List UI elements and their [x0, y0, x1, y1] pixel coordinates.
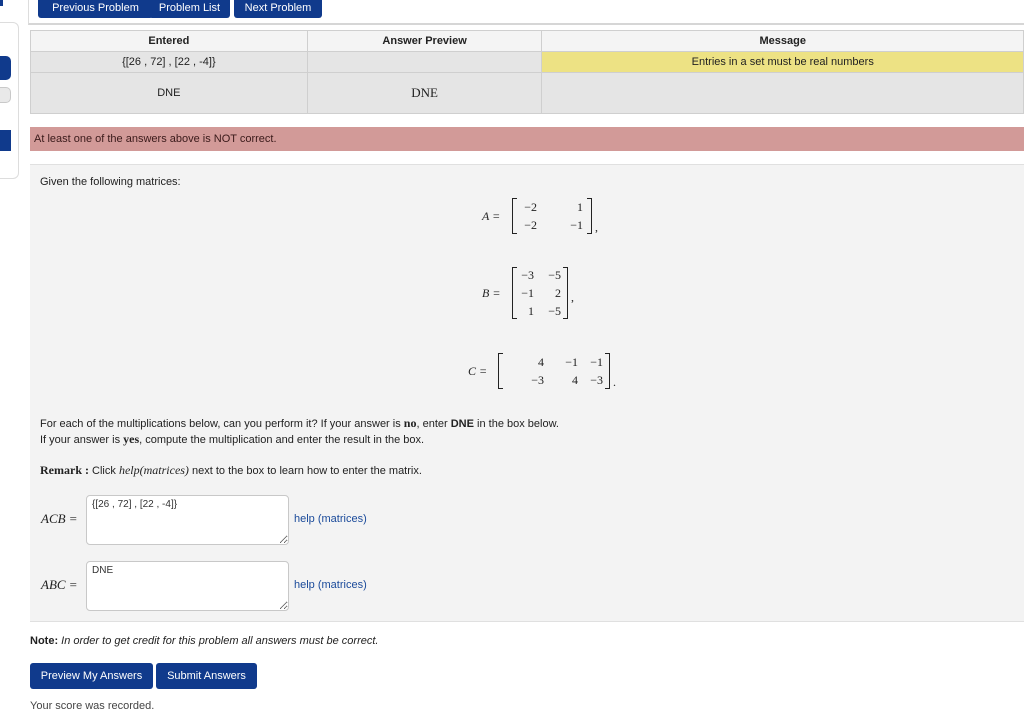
matrix-cell: 4	[572, 373, 578, 387]
problem-body	[30, 164, 1024, 622]
table-row	[31, 52, 1024, 73]
matrix-c-label: C =	[468, 364, 488, 378]
remark-text: next to the box to learn how to enter the matrix.	[192, 465, 422, 477]
preview-cell: DNE	[307, 73, 542, 114]
matrix-cell: −3	[531, 373, 544, 387]
results-table	[30, 30, 1024, 114]
note-text: In order to get credit for this problem all answers must be correct.	[61, 635, 379, 647]
matrix-a	[482, 198, 598, 234]
sidebar-tab[interactable]	[0, 87, 11, 103]
instr-text: , compute the multiplication and enter the result in the box.	[139, 434, 425, 446]
problem-list-button[interactable]: Problem List	[149, 0, 230, 18]
table-row	[31, 73, 1024, 114]
instr-text: If your answer is	[40, 434, 121, 446]
sidebar-tab-marker[interactable]	[0, 130, 11, 151]
credit-note	[30, 635, 378, 647]
bracket-left	[512, 267, 517, 319]
remark-text: Click	[92, 465, 116, 477]
bracket-left	[498, 353, 503, 389]
abc-help-link[interactable]: help (matrices)	[294, 579, 367, 591]
matrix-c	[468, 353, 616, 389]
matrix-cell: 1	[528, 304, 534, 318]
matrix-punct: ,	[571, 290, 574, 304]
bracket-right	[563, 267, 568, 319]
matrix-cell: −5	[548, 304, 561, 318]
score-status: Your score was recorded.	[30, 700, 155, 712]
instr-text: in the box below.	[477, 418, 559, 430]
instr-text: For each of the multiplications below, can you perform it? If your answer is	[40, 418, 401, 430]
header-message: Message	[542, 31, 1024, 52]
matrix-cell: −1	[565, 355, 578, 369]
sidebar-tab-active[interactable]	[0, 56, 11, 80]
note-label: Note:	[30, 635, 59, 647]
next-problem-button[interactable]: Next Problem	[234, 0, 322, 18]
entered-cell: {[26 , 72] , [22 , -4]}	[31, 52, 308, 73]
bracket-right	[587, 198, 592, 234]
preview-answers-button[interactable]: Preview My Answers	[30, 663, 153, 689]
previous-problem-button[interactable]: Previous Problem	[38, 0, 153, 18]
instr-yes: yes	[123, 432, 140, 446]
matrix-punct: ,	[595, 220, 598, 234]
submit-answers-button[interactable]: Submit Answers	[156, 663, 257, 689]
matrix-cell: −2	[524, 218, 537, 232]
matrix-cell: −1	[521, 286, 534, 300]
matrix-cell: −3	[521, 268, 534, 282]
matrix-cell: 4	[538, 355, 544, 369]
header-answer-preview: Answer Preview	[307, 31, 542, 52]
matrix-b-label: B =	[482, 286, 501, 300]
matrix-cell: 2	[555, 286, 561, 300]
instruction-line-2	[40, 432, 424, 447]
matrix-cell: 1	[577, 200, 583, 214]
acb-help-link[interactable]: help (matrices)	[294, 513, 367, 525]
header-entered: Entered	[31, 31, 308, 52]
remark-label: Remark :	[40, 463, 89, 477]
matrix-cell: −3	[590, 373, 603, 387]
message-cell	[542, 73, 1024, 114]
matrix-b	[482, 267, 574, 319]
abc-label: ABC =	[41, 577, 78, 592]
incorrect-alert: At least one of the answers above is NOT correct.	[30, 127, 1024, 151]
bracket-right	[605, 353, 610, 389]
entered-cell: DNE	[31, 73, 308, 114]
matrix-cell: −2	[524, 200, 537, 214]
bracket-left	[512, 198, 517, 234]
instruction-line-1	[40, 416, 559, 431]
remark	[40, 463, 422, 478]
given-text: Given the following matrices:	[40, 176, 181, 188]
abc-answer-input[interactable]	[86, 561, 289, 611]
message-cell: Entries in a set must be real numbers	[542, 52, 1024, 73]
preview-cell	[307, 52, 542, 73]
sidebar-edge	[0, 0, 3, 6]
acb-answer-input[interactable]	[86, 495, 289, 545]
matrix-a-label: A =	[482, 209, 501, 223]
matrix-cell: −1	[590, 355, 603, 369]
acb-label: ACB =	[41, 511, 78, 526]
matrix-cell: −1	[570, 218, 583, 232]
remark-help: help(matrices)	[118, 463, 189, 477]
matrix-punct: .	[613, 375, 616, 389]
instr-no: no	[403, 416, 417, 430]
instr-text: , enter	[416, 418, 448, 430]
instr-dne: DNE	[450, 418, 474, 430]
problem-nav	[28, 0, 1024, 25]
matrix-cell: −5	[548, 268, 561, 282]
